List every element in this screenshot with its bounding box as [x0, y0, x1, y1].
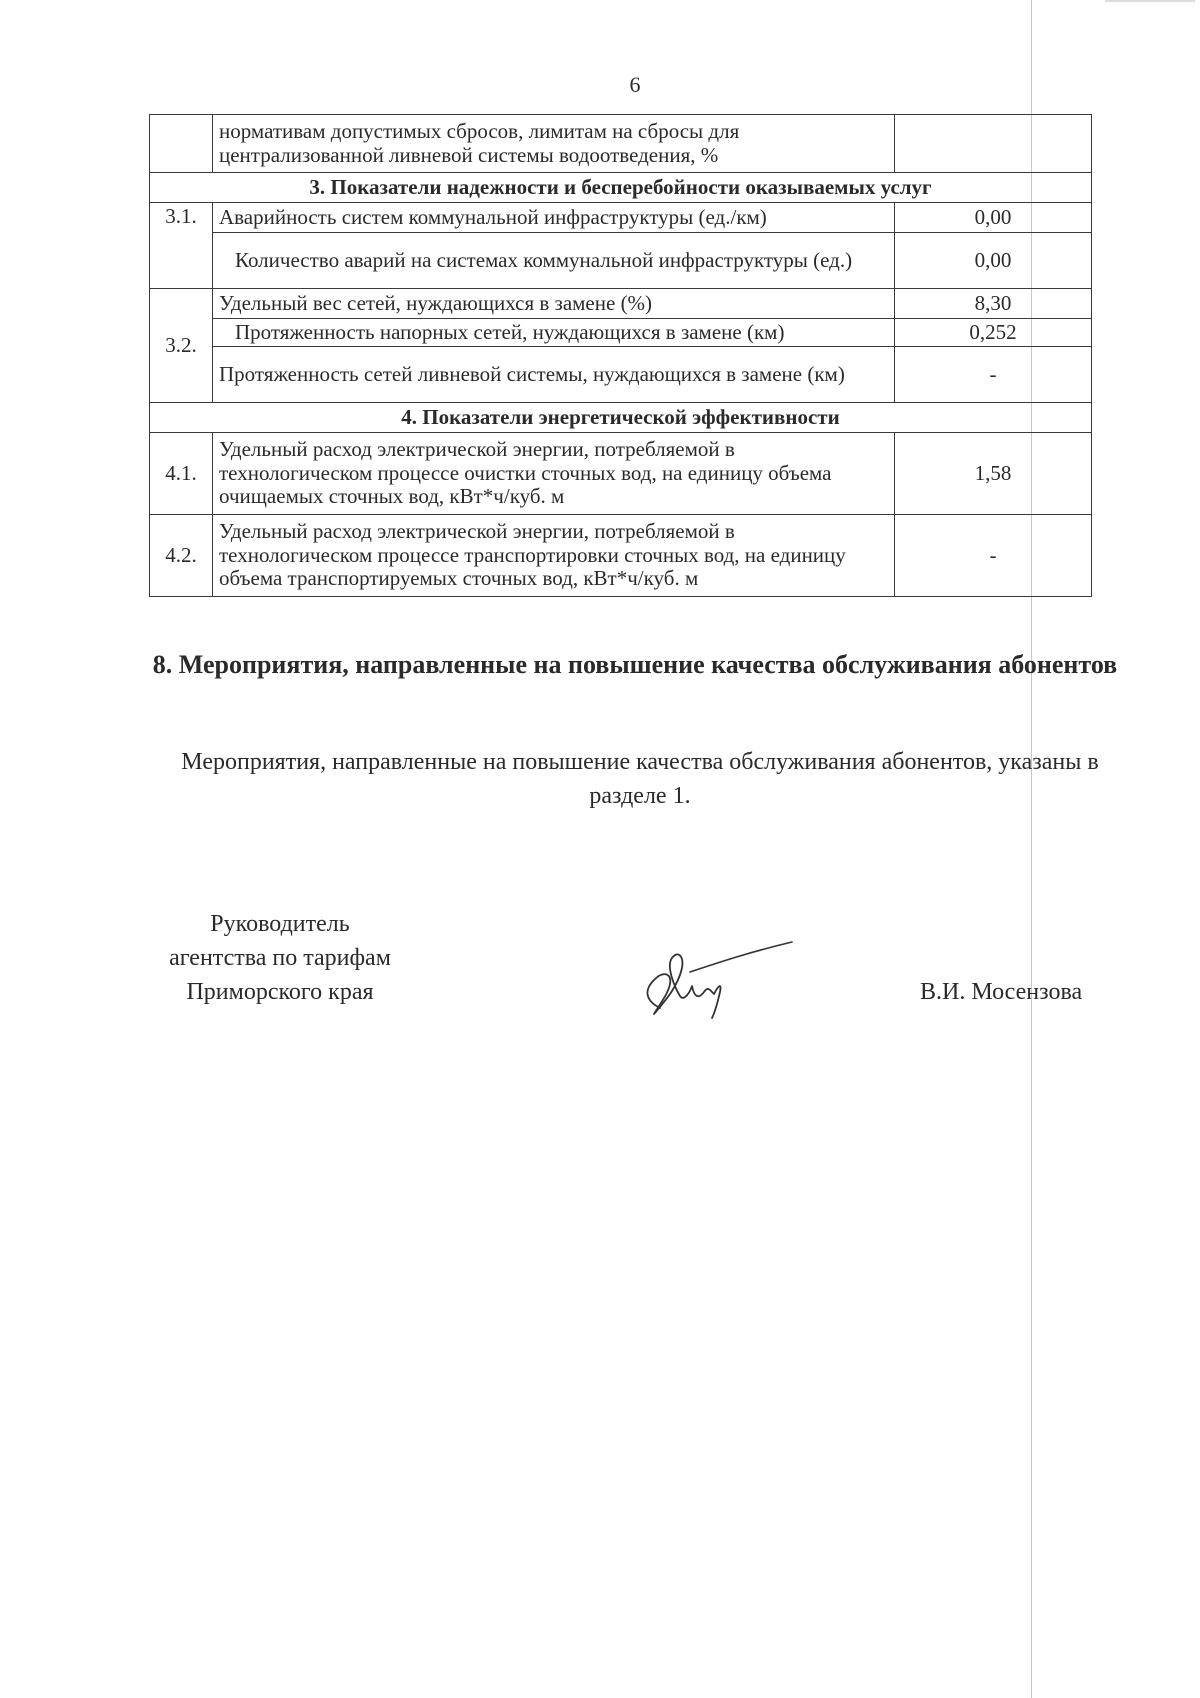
row-number: 3.1.: [150, 203, 213, 289]
row-indicator: Удельный расход электрической энергии, потребляемой в технологическом процессе транспортировки сточных вод, на единицу объема транспортируемых сточных вод, кВт*ч/куб. м: [213, 515, 895, 597]
table-section-row: [150, 403, 1092, 433]
row-value: 0,252: [895, 319, 1092, 347]
row-indicator: Аварийность систем коммунальной инфраструктуры (ед./км): [213, 203, 895, 233]
indicators-table: [149, 114, 1092, 597]
row-value: -: [895, 347, 1092, 403]
scan-edge-mark: [1105, 0, 1195, 2]
signer-position-line: Руководитель: [210, 911, 350, 937]
row-indicator: Протяженность напорных сетей, нуждающихся в замене (км): [213, 319, 895, 347]
table-row: [150, 233, 1092, 289]
table-row: [150, 115, 1092, 173]
row-number: 4.2.: [150, 515, 213, 597]
row-value: 1,58: [895, 433, 1092, 515]
row-value: [895, 115, 1092, 173]
table-row: [150, 319, 1092, 347]
table-row: [150, 289, 1092, 319]
table-section-row: [150, 173, 1092, 203]
signer-position-line: агентства по тарифам: [169, 945, 391, 971]
table-row: [150, 347, 1092, 403]
row-number: [150, 115, 213, 173]
row-number: 3.2.: [150, 289, 213, 403]
row-value: 8,30: [895, 289, 1092, 319]
section-title: 4. Показатели энергетической эффективности: [150, 403, 1092, 433]
section-paragraph: Мероприятия, направленные на повышение качества обслуживания абонентов, указаны в разделе 1.: [181, 749, 1099, 809]
row-indicator: нормативам допустимых сбросов, лимитам на сбросы для централизованной ливневой системы водоотведения, %: [213, 115, 895, 173]
row-indicator: Количество аварий на системах коммунальной инфраструктуры (ед.): [213, 233, 895, 289]
section-heading: 8. Мероприятия, направленные на повышение качества обслуживания абонентов: [152, 650, 1118, 679]
page-number: 6: [629, 72, 641, 97]
row-value: 0,00: [895, 203, 1092, 233]
row-indicator: Удельный расход электрической энергии, потребляемой в технологическом процессе очистки сточных вод, на единицу объема очищаемых сточных вод, кВт*ч/куб. м: [213, 433, 895, 515]
table-row: [150, 515, 1092, 597]
row-indicator: Протяженность сетей ливневой системы, нуждающихся в замене (км): [213, 347, 895, 403]
table-row: [150, 433, 1092, 515]
section-title: 3. Показатели надежности и бесперебойности оказываемых услуг: [150, 173, 1092, 203]
row-value: -: [895, 515, 1092, 597]
row-value: 0,00: [895, 233, 1092, 289]
signer-position: [140, 907, 420, 1009]
signee-name: В.И. Мосензова: [920, 979, 1083, 1005]
signer-position-line: Приморского края: [186, 979, 374, 1005]
row-indicator: Удельный вес сетей, нуждающихся в замене (%): [213, 289, 895, 319]
row-number: 4.1.: [150, 433, 213, 515]
handwritten-signature: [620, 930, 800, 1030]
table-row: [150, 203, 1092, 233]
